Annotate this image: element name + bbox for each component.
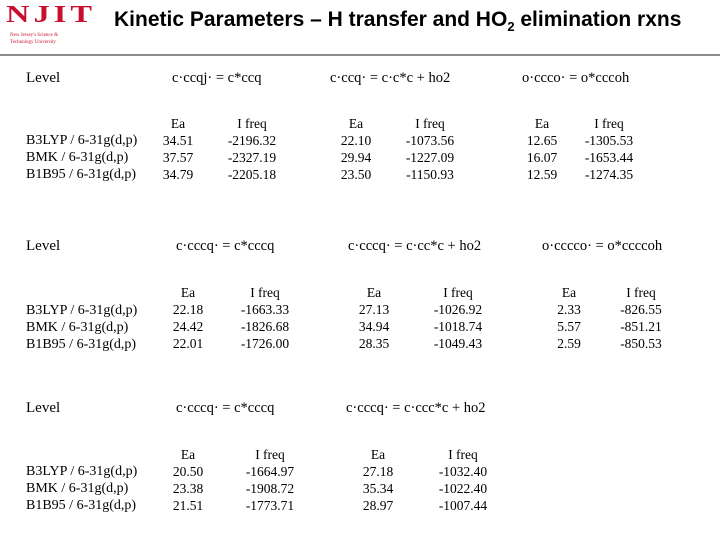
- ea-value: 22.01: [172, 336, 204, 351]
- ea-value: 29.94: [340, 150, 372, 165]
- header-divider: [0, 54, 720, 56]
- ifreq-value: -1026.92: [433, 302, 483, 317]
- page-title: [114, 8, 710, 34]
- ifreq-value: -851.21: [620, 319, 662, 334]
- method-label: B3LYP / 6-31g(d,p): [26, 133, 138, 148]
- method-label: BMK / 6-31g(d,p): [26, 320, 129, 335]
- ea-column: [148, 284, 228, 352]
- ea-value: 2.59: [557, 336, 581, 351]
- method-label: BMK / 6-31g(d,p): [26, 150, 129, 165]
- ifreq-header: I freq: [448, 447, 478, 462]
- ea-value: 34.79: [162, 167, 194, 182]
- logo-mark: NJIT: [6, 2, 97, 28]
- reaction-title: c·cccq· = c·ccc*c + ho2: [346, 400, 486, 416]
- ifreq-value: -1305.53: [584, 133, 634, 148]
- ifreq-value: -1032.40: [438, 464, 488, 479]
- ea-value: 23.38: [172, 481, 204, 496]
- ifreq-value: -1826.68: [240, 319, 290, 334]
- ea-value: 12.59: [526, 167, 558, 182]
- ea-column: [338, 446, 418, 514]
- method-label: B3LYP / 6-31g(d,p): [26, 303, 138, 318]
- ea-value: 27.13: [358, 302, 390, 317]
- method-list: [26, 302, 137, 353]
- reaction-title: o·cccco· = o*ccccoh: [542, 238, 663, 254]
- ifreq-column: [569, 115, 649, 183]
- ea-value: 21.51: [172, 498, 204, 513]
- ifreq-value: -2196.32: [227, 133, 277, 148]
- njit-logo: [4, 2, 104, 54]
- level-label: Level: [26, 70, 61, 86]
- method-label: B1B95 / 6-31g(d,p): [26, 498, 137, 513]
- ifreq-column: [212, 115, 292, 183]
- method-label: B1B95 / 6-31g(d,p): [26, 337, 137, 352]
- level-label: Level: [26, 238, 61, 254]
- ifreq-value: -2327.19: [227, 150, 277, 165]
- ea-value: 37.57: [162, 150, 194, 165]
- title-rest: elimination rxns: [514, 8, 682, 31]
- logo-subtitle-line-1: New Jersey's Science &: [10, 33, 58, 38]
- ifreq-value: -1022.40: [438, 481, 488, 496]
- ea-header: Ea: [180, 285, 196, 300]
- ea-value: 34.51: [162, 133, 194, 148]
- ea-value: 27.18: [362, 464, 394, 479]
- ea-value: 28.97: [362, 498, 394, 513]
- level-label: Level: [26, 400, 61, 416]
- ea-column: [529, 284, 609, 352]
- ea-header: Ea: [170, 116, 186, 131]
- ifreq-header: I freq: [443, 285, 473, 300]
- method-list: [26, 463, 137, 514]
- ea-value: 5.57: [557, 319, 581, 334]
- ifreq-value: -826.55: [620, 302, 662, 317]
- ifreq-value: -1227.09: [405, 150, 455, 165]
- ifreq-value: -1664.97: [245, 464, 295, 479]
- ea-column: [148, 446, 228, 514]
- ea-value: 34.94: [358, 319, 390, 334]
- method-list: [26, 132, 137, 183]
- reaction-title: c·cccq· = c*cccq: [176, 238, 275, 254]
- ea-value: 24.42: [172, 319, 204, 334]
- ifreq-header: I freq: [415, 116, 445, 131]
- ea-value: 16.07: [526, 150, 558, 165]
- ifreq-column: [418, 284, 498, 352]
- ea-header: Ea: [366, 285, 382, 300]
- ifreq-value: -1150.93: [406, 167, 454, 182]
- ifreq-value: -1663.33: [240, 302, 290, 317]
- method-label: B1B95 / 6-31g(d,p): [26, 167, 137, 182]
- ifreq-column: [390, 115, 470, 183]
- ea-value: 2.33: [557, 302, 581, 317]
- title-main: Kinetic Parameters – H transfer and HO: [114, 8, 508, 31]
- ea-header: Ea: [180, 447, 196, 462]
- ifreq-column: [601, 284, 681, 352]
- ifreq-value: -2205.18: [227, 167, 277, 182]
- logo-subtitle-line-2: Technology University: [10, 40, 56, 45]
- reaction-title: c·cccq· = c*cccq: [176, 400, 275, 416]
- ifreq-column: [225, 284, 305, 352]
- ifreq-header: I freq: [594, 116, 624, 131]
- method-label: B3LYP / 6-31g(d,p): [26, 464, 138, 479]
- ea-value: 20.50: [172, 464, 204, 479]
- ifreq-header: I freq: [250, 285, 280, 300]
- ifreq-column: [423, 446, 503, 514]
- ea-column: [138, 115, 218, 183]
- reaction-title: o·ccco· = o*cccoh: [522, 70, 630, 86]
- ea-header: Ea: [561, 285, 577, 300]
- ifreq-value: -1007.44: [438, 498, 488, 513]
- ea-value: 23.50: [340, 167, 372, 182]
- ea-column: [316, 115, 396, 183]
- title-subscript: 2: [507, 19, 515, 34]
- ea-header: Ea: [534, 116, 550, 131]
- ifreq-value: -850.53: [620, 336, 662, 351]
- ifreq-value: -1773.71: [245, 498, 295, 513]
- ifreq-value: -1274.35: [584, 167, 634, 182]
- ifreq-header: I freq: [255, 447, 285, 462]
- ifreq-value: -1018.74: [433, 319, 483, 334]
- ea-header: Ea: [348, 116, 364, 131]
- method-label: BMK / 6-31g(d,p): [26, 481, 129, 496]
- ea-value: 22.18: [172, 302, 204, 317]
- ifreq-header: I freq: [237, 116, 267, 131]
- ea-header: Ea: [370, 447, 386, 462]
- reaction-title: c·cccq· = c·cc*c + ho2: [348, 238, 482, 254]
- ifreq-value: -1073.56: [405, 133, 455, 148]
- ifreq-value: -1726.00: [240, 336, 290, 351]
- ifreq-column: [230, 446, 310, 514]
- ifreq-value: -1908.72: [245, 481, 295, 496]
- ea-value: 22.10: [340, 133, 372, 148]
- ifreq-value: -1049.43: [433, 336, 483, 351]
- ifreq-header: I freq: [626, 285, 656, 300]
- ea-value: 12.65: [526, 133, 558, 148]
- reaction-title: c·ccq· = c·c*c + ho2: [330, 70, 451, 86]
- ea-value: 35.34: [362, 481, 394, 496]
- reaction-title: c·ccqj· = c*ccq: [172, 70, 262, 86]
- ifreq-value: -1653.44: [584, 150, 634, 165]
- ea-value: 28.35: [358, 336, 390, 351]
- ea-column: [334, 284, 414, 352]
